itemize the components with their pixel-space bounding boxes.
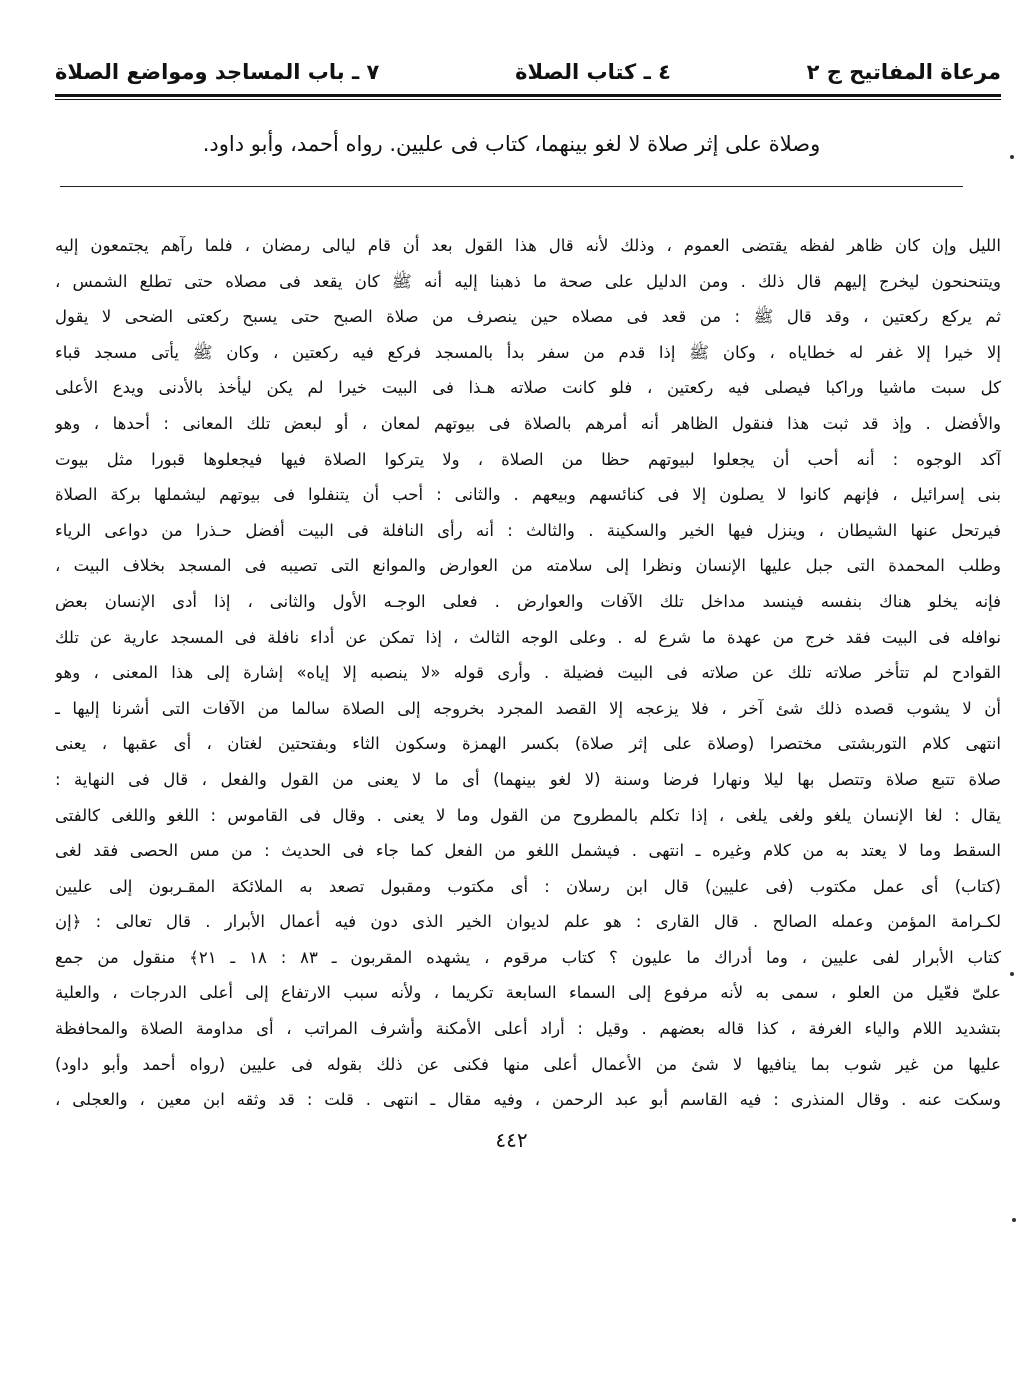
- text-line: والأفضل . وإذ قد ثبت هذا فنقول الظاهر أنه أمرهم بالصلاة فى بيوتهم لمعان ، أو لبعض تلك المعانى : أحدها ، وهو: [55, 413, 1001, 433]
- text-line: نوافله فى البيت فقد خرج من عهدة ما شرع له . وعلى الوجه الثالث ، إذا تمكن عن أداء نافلة فى المسجد عارية عن تلك: [55, 627, 1001, 647]
- text-line: انتهى كلام التوربشتى مختصرا (وصلاة على إثر صلاة) بكسر الهمزة وسكون الثاء وبفتحتين لغتان ، أى عقبها ، يعنى: [55, 734, 1001, 754]
- margin-mark: [1010, 155, 1014, 159]
- header-rule: [55, 94, 1001, 97]
- text-line: صلاة تتبع صلاة وتتصل بها ليلا ونهارا فرضا وسنة (لا لغو بينهما) أى ما لا يعنى من القول والفعل ، قال فى النهاية :: [55, 769, 1001, 789]
- text-line: القوادح لم تتأخر صلاته تلك عن صلاته فى البيت فضيلة . وأرى قوله «لا ينصبه إلا إياه» إشارة إلى هذا المعنى ، وهو: [55, 663, 1001, 683]
- text-line: بتشديد اللام والياء الغرفة ، كذا قاله بعضهم . وقيل : أراد أعلى الأمكنة وأشرف المراتب ، أى مداومة الصلاة والمحافظة: [55, 1019, 1001, 1039]
- text-line: فيرتحل عنها الشيطان ، وينزل فيها الخير والسكينة . والثالث : أنه رأى النافلة فى البيت أفضل حـذرا من دواعى الرياء: [55, 520, 1001, 540]
- text-line: يقال : لغا الإنسان يلغو ولغى يلغى ، إذا تكلم بالمطروح من القول وما لا يعنى . وقال فى القاموس : اللغو واللغى كالفتى: [55, 805, 1001, 825]
- text-line: آكد الوجوه : أنه أحب أن يجعلوا لبيوتهم حظا من الصلاة ، ولا يتركوا الصلاة فيها فيجعلوها قبورا مثل بيوت: [55, 449, 1001, 469]
- text-line: الليل وإن كان ظاهر لفظه يقتضى العموم ، وذلك لأنه قال هذا القول بعد أن قام ليالى رمضان ، فلما رآهم يجتمعون إليه: [55, 236, 1001, 255]
- header-rule-thin: [55, 99, 1001, 100]
- text-line: السقط وما لا يعتد به من كلام وغيره ـ انتهى . فيشمل اللغو من الفعل كما جاء فى الحديث : من مس الحصى فقد لغى: [55, 841, 1001, 861]
- matn-separator: [60, 186, 963, 187]
- text-line: وطلب المحمدة التى جبل عليها الإنسان ونظرا إلى سلامته من العوارض والموانع التى تصيبه فى المسجد بخلاف البيت ،: [55, 556, 1001, 576]
- text-line: علىّ فعّيل من العلو ، سمى به لأنه مرفوع إلى السماء السابعة تكريما ، ولأنه سبب الارتفاع إلى أعلى الدرجات ، والعلية: [55, 983, 1001, 1003]
- header-bab: ٧ ـ باب المساجد ومواضع الصلاة: [55, 60, 380, 84]
- text-line: عليها من غير شوب بما ينافيها لا شئ من الأعمال أعلى منها فكنى عن ذلك بقوله فى عليين (رواه أحمد وأبو داود): [55, 1054, 1001, 1074]
- text-line: كل سبت ماشيا وراكبا فيصلى فيه ركعتين ، فلو كانت صلاته هـذا فى البيت خيرا لم يكن ليأخذ بالأدنى ويدع الأعلى: [55, 378, 1001, 398]
- text-line: ثم يركع ركعتين ، وقد قال ﷺ : من قعد فى مصلاه حين ينصرف من صلاة الصبح حتى يسبح ركعتى الضحى لا يقول: [55, 307, 1001, 327]
- text-line: أن لا يشوب قصده ذلك شئ آخر ، فلا يزعجه إلا القصد المجرد بخروجه إلى الصلاة سالما من الآفات التى أشرنا إليها ـ: [55, 698, 1001, 718]
- running-header: [55, 52, 1001, 92]
- page-number: ٤٤٢: [495, 1128, 528, 1152]
- header-kitab: ٤ ـ كتاب الصلاة: [515, 60, 671, 84]
- margin-mark: [1010, 972, 1014, 976]
- commentary-body: [55, 228, 1001, 1118]
- text-line: (كتاب) أى عمل مكتوب (فى عليين) قال ابن رسلان : أى مكتوب ومقبول تصعد به الملائكة المقـربون إلى عليين: [55, 876, 1001, 896]
- hadith-text: وصلاة على إثر صلاة لا لغو بينهما، كتاب فى عليين. رواه أحمد، وأبو داود.: [202, 132, 821, 156]
- text-line: لكـرامة المؤمن وعمله الصالح . قال القارى : هو علم لديوان الخير الذى دون فيه أعمال الأبرار . قال تعالى : ﴿إن: [55, 912, 1001, 932]
- text-line: بنى إسرائيل ، فإنهم كانوا لا يصلون إلا فى كنائسهم وبيعهم . والثانى : أحب أن يتنفلوا فى بيوتهم ليشملها بركة الصلاة: [55, 485, 1001, 505]
- text-line: كتاب الأبرار لفى عليين ، وما أدراك ما عليون ؟ كتاب مرقوم ، يشهده المقربون ـ ٨٣ : ١٨ ـ ٢١﴾ منقول من جمع: [55, 947, 1001, 967]
- text-line: ويتنحنحون ليخرج إليهم قال ذلك . ومن الدليل على صحة ما ذهبنا إليه أنه ﷺ كان يقعد فى مصلاه حتى تطلع الشمس ،: [55, 271, 1001, 291]
- header-book-title: مرعاة المفاتيح ج ٢: [806, 60, 1001, 84]
- margin-mark: [1012, 1218, 1016, 1222]
- text-line: فإنه يخلو هناك بنفسه فينسد مداخل تلك الآفات والعوارض . فعلى الوجـه الأول والثانى ، إذا أدى الإنسان بعض: [55, 591, 1001, 611]
- text-line: وسكت عنه . وقال المنذرى : فيه القاسم أبو عبد الرحمن ، وفيه مقال ـ انتهى . قلت : قد وثقه ابن معين ، والعجلى ،: [55, 1090, 1001, 1110]
- text-line: إلا خيرا إلا غفر له خطاياه ، وكان ﷺ إذا قدم من سفر بدأ بالمسجد فركع فيه ركعتين ، وكان ﷺ يأتى مسجد قباء: [55, 342, 1001, 362]
